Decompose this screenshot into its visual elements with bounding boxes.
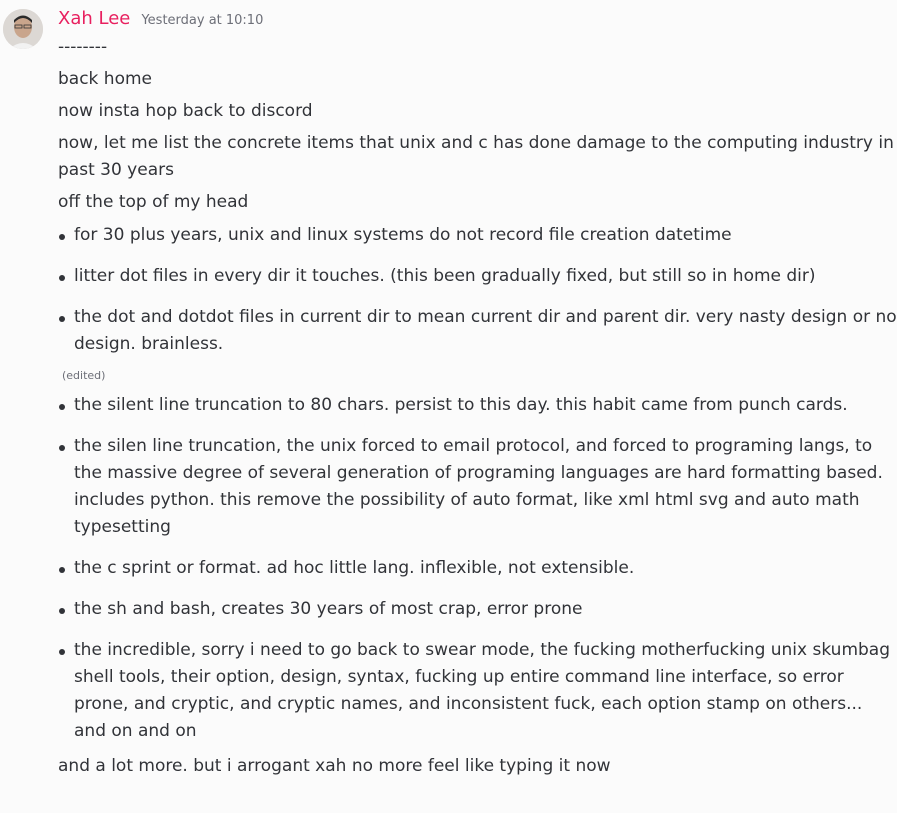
list-item: the silen line truncation, the unix forced to email protocol, and forced to programing langs, to the massive degree of several generation of programing languages are hard formatting based. includes python. this remove the possibility of auto format, like xml html svg and auto math typesetting: [58, 433, 897, 541]
user-avatar-icon: [3, 9, 43, 49]
edited-label: (edited): [62, 369, 106, 382]
message-line: now insta hop back to discord: [58, 101, 313, 121]
message-line: back home: [58, 69, 152, 89]
message-content: [58, 34, 897, 785]
message-line: now, let me list the concrete items that unix and c has done damage to the computing industry in past 30 years: [58, 133, 894, 180]
bullet-list: [58, 222, 897, 358]
timestamp[interactable]: Yesterday at 10:10: [141, 13, 264, 28]
list-item: the sh and bash, creates 30 years of most crap, error prone: [58, 596, 897, 623]
list-item: litter dot files in every dir it touches. (this been gradually fixed, but still so in home dir): [58, 263, 897, 290]
avatar[interactable]: [3, 9, 43, 49]
author-name[interactable]: Xah Lee: [58, 8, 131, 29]
message-line: off the top of my head: [58, 192, 249, 212]
list-item: the c sprint or format. ad hoc little lang. inflexible, not extensible.: [58, 555, 897, 582]
message-header: [58, 8, 263, 29]
message-line: and a lot more. but i arrogant xah no more feel like typing it now: [58, 756, 611, 776]
list-item: the incredible, sorry i need to go back to swear mode, the fucking motherfucking unix skumbag shell tools, their option, design, syntax, fucking up entire command line interface, so error prone, and cryptic, and cryptic names, and inconsistent fuck, each option stamp on others... and on and on: [58, 637, 897, 745]
list-item: the silent line truncation to 80 chars. persist to this day. this habit came from punch cards.: [58, 392, 897, 419]
bullet-list: [58, 392, 897, 745]
list-item: the dot and dotdot files in current dir to mean current dir and parent dir. very nasty design or no design. brainless.: [58, 304, 897, 358]
list-item: for 30 plus years, unix and linux systems do not record file creation datetime: [58, 222, 897, 249]
message-line: --------: [58, 37, 108, 57]
